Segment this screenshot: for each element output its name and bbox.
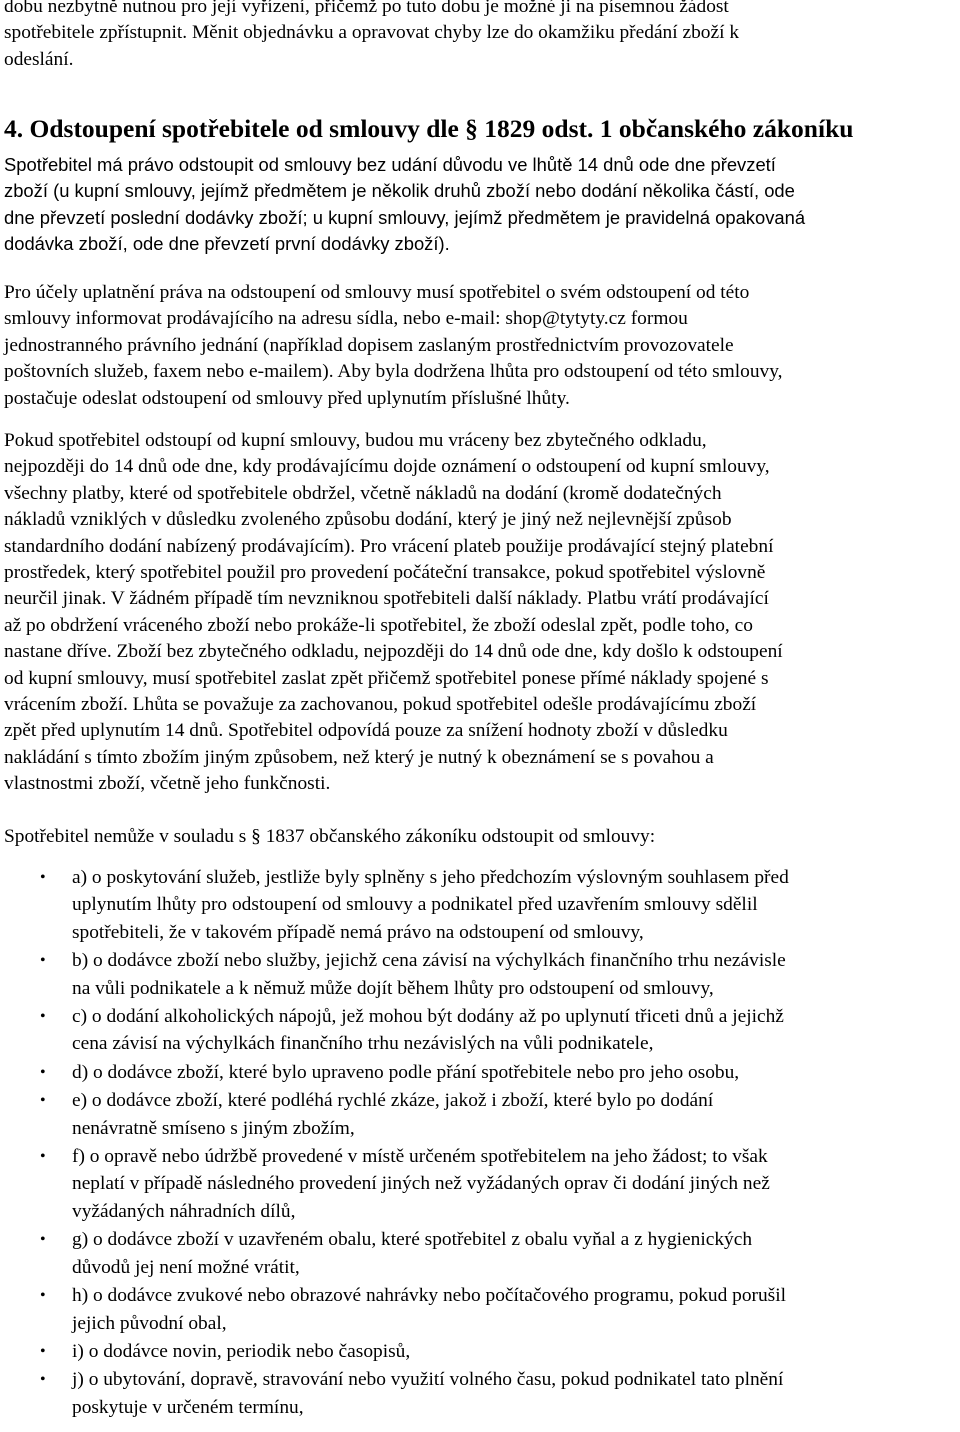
list-item-line: a) o poskytování služeb, jestliže byly splněny s jeho předchozím výslovným souhlasem před — [72, 867, 789, 888]
paragraph-how-to-withdraw — [4, 280, 783, 412]
bullet-icon: • — [40, 1371, 46, 1389]
paragraph-line: jednostranného právního jednání (například dopisem zaslaným prostřednictvím provozovatele — [4, 334, 734, 356]
paragraph-line: dne převzetí poslední dodávky zboží; u kupní smlouvy, jejímž předmětem je pravidelná opakovaná — [4, 206, 806, 228]
paragraph-right-to-withdraw — [4, 152, 805, 258]
list-item-line: poskytuje v určeném termínu, — [72, 1396, 304, 1418]
paragraph-line: Pokud spotřebitel odstoupí od kupní smlouvy, budou mu vráceny bez zbytečného odkladu, — [4, 430, 707, 451]
list-item-line: neplatí v případě následného provedení jiných než vyžádaných oprav či dodání jiných než — [72, 1173, 770, 1195]
paragraph-line: dodávka zboží, ode dne převzetí první dodávky zboží). — [4, 233, 450, 255]
list-item-line: jejich původní obal, — [72, 1312, 227, 1334]
bullet-icon: • — [40, 1287, 46, 1305]
paragraph-line: zpět před uplynutím 14 dnů. Spotřebitel odpovídá pouze za snížení hodnoty zboží v důsledku — [4, 720, 728, 742]
section-heading: 4. Odstoupení spotřebitele od smlouvy dle § 1829 odst. 1 občanského zákoníku — [4, 114, 854, 143]
paragraph-line: nastane dříve. Zboží bez zbytečného odkladu, nejpozději do 14 dnů ode dne, kdy došlo k odstoupení — [4, 641, 783, 663]
exceptions-list — [4, 864, 956, 1422]
bullet-icon: • — [40, 1342, 46, 1360]
bullet-icon: • — [40, 1231, 46, 1249]
paragraph-line: vlastnostmi zboží, včetně jeho funkčnosti. — [4, 773, 331, 795]
paragraph-line: od kupní smlouvy, musí spotřebitel zaslat zpět přičemž spotřebitel ponese přímé náklady spojené s — [4, 667, 769, 689]
list-item-line: d) o dodávce zboží, které bylo upraveno podle přání spotřebitele nebo pro jeho osobu, — [72, 1061, 740, 1083]
list-item-line: uplynutím lhůty pro odstoupení od smlouvy a podnikatel před uzavřením smlouvy sdělil — [72, 894, 758, 916]
paragraph-line: smlouvy informovat prodávajícího na adresu sídla, nebo e-mail: shop@tytyty.cz formou — [4, 308, 688, 330]
paragraph-line: Spotřebitel má právo odstoupit od smlouvy bez udání důvodu ve lhůtě 14 dnů ode dne převzetí — [4, 154, 776, 175]
paragraph-line: prostředek, který spotřebitel použil pro provedení počáteční transakce, pokud spotřebitel výslovně — [4, 562, 766, 584]
list-item — [4, 1282, 956, 1337]
list-item-line: h) o dodávce zvukové nebo obrazové nahrávky nebo počítačového programu, pokud porušil — [72, 1285, 786, 1307]
paragraph-line: nejpozději do 14 dnů ode dne, kdy prodávajícímu dojde oznámení o odstoupení od kupní smlouvy, — [4, 456, 770, 478]
list-item-line: j) o ubytování, dopravě, stravování nebo využití volného času, pokud podnikatel tato plnění — [72, 1369, 784, 1391]
intro-line: dobu nezbytně nutnou pro její vyřízení, přičemž po tuto dobu je možné ji na písemnou žádost — [4, 0, 729, 17]
paragraph-line: vrácením zboží. Lhůta se považuje za zachovanou, pokud spotřebitel odešle prodávajícímu zboží — [4, 694, 757, 716]
bullet-icon: • — [40, 869, 46, 886]
paragraph-line: zboží (u kupní smlouvy, jejímž předmětem je několik druhů zboží nebo dodání několika částí, ode — [4, 180, 795, 202]
list-item — [4, 1366, 956, 1421]
bullet-icon: • — [40, 1092, 46, 1110]
list-item-line: spotřebiteli, že v takovém případě nemá právo na odstoupení od smlouvy, — [72, 921, 644, 943]
paragraph-refund — [4, 428, 783, 798]
list-item-line: e) o dodávce zboží, které podléhá rychlé zkáze, jakož i zboží, které bylo po dodání — [72, 1090, 714, 1112]
intro-line: spotřebitele zpřístupnit. Měnit objednávku a opravovat chyby lze do okamžiku předání zboží k — [4, 22, 740, 44]
list-item — [4, 1059, 956, 1086]
list-item-line: důvodů jej není možné vrátit, — [72, 1256, 300, 1278]
list-item — [4, 1338, 956, 1365]
list-item-line: g) o dodávce zboží v uzavřeném obalu, které spotřebitel z obalu vyňal a z hygienických — [72, 1229, 753, 1251]
list-item-line: b) o dodávce zboží nebo služby, jejichž cena závisí na výchylkách finančního trhu nezávisle — [72, 950, 786, 972]
bullet-icon: • — [40, 1008, 46, 1026]
list-item — [4, 864, 956, 946]
paragraph-line: standardního dodání nabízený prodávajícím). Pro vrácení plateb použije prodávající stejný platební — [4, 535, 774, 557]
list-item — [4, 1087, 956, 1142]
paragraph-line: nakládání s tímto zbožím jiným způsobem, než který je nutný k obeznámení se s povahou a — [4, 746, 714, 768]
paragraph-line: postačuje odeslat odstoupení od smlouvy před uplynutím příslušné lhůty. — [4, 387, 570, 409]
list-item-line: f) o opravě nebo údržbě provedené v místě určeném spotřebitelem na jeho žádost; to však — [72, 1146, 768, 1168]
list-item-line: cena závisí na výchylkách finančního trhu nezávislých na vůli podnikatele, — [72, 1033, 654, 1055]
list-item — [4, 1143, 956, 1225]
list-item — [4, 947, 956, 1002]
intro-line: odeslání. — [4, 48, 74, 70]
list-item-line: vyžádaných náhradních dílů, — [72, 1200, 296, 1222]
list-item-line: c) o dodání alkoholických nápojů, jež mohou být dodány až po uplynutí třiceti dnů a jejichž — [72, 1006, 784, 1028]
intro-paragraph — [4, 0, 739, 73]
paragraph-line: až po obdržení vráceného zboží nebo prokáže-li spotřebitel, že zboží odeslal zpět, podle toho, co — [4, 614, 753, 636]
paragraph-line: poštovních služeb, faxem nebo e-mailem). Aby byla dodržena lhůta pro odstoupení od této smlouvy, — [4, 361, 783, 383]
list-item — [4, 1226, 956, 1281]
paragraph-line: neurčil jinak. V žádném případě tím nevzniknou spotřebiteli další náklady. Platbu vrátí prodávající — [4, 588, 769, 610]
paragraph-line: nákladů vzniklých v důsledku zvoleného způsobu dodání, který je jiný než nejlevnější způsob — [4, 509, 732, 531]
bullet-icon: • — [40, 1063, 46, 1081]
list-item-line: nenávratně smíseno s jiným zbožím, — [72, 1117, 355, 1139]
list-item — [4, 1003, 956, 1058]
bullet-icon: • — [40, 952, 46, 970]
list-item-line: na vůli podnikatele a k němuž může dojít během lhůty pro odstoupení od smlouvy, — [72, 977, 714, 999]
paragraph-line: všechny platby, které od spotřebitele obdržel, včetně nákladů na dodání (kromě dodatečných — [4, 482, 722, 504]
paragraph-line: Pro účely uplatnění práva na odstoupení od smlouvy musí spotřebitel o svém odstoupení od této — [4, 282, 750, 303]
list-item-line: i) o dodávce novin, periodik nebo časopisů, — [72, 1340, 411, 1362]
paragraph-exceptions-intro: Spotřebitel nemůže v souladu s § 1837 občanského zákoníku odstoupit od smlouvy: — [4, 826, 656, 847]
bullet-icon: • — [40, 1148, 46, 1166]
